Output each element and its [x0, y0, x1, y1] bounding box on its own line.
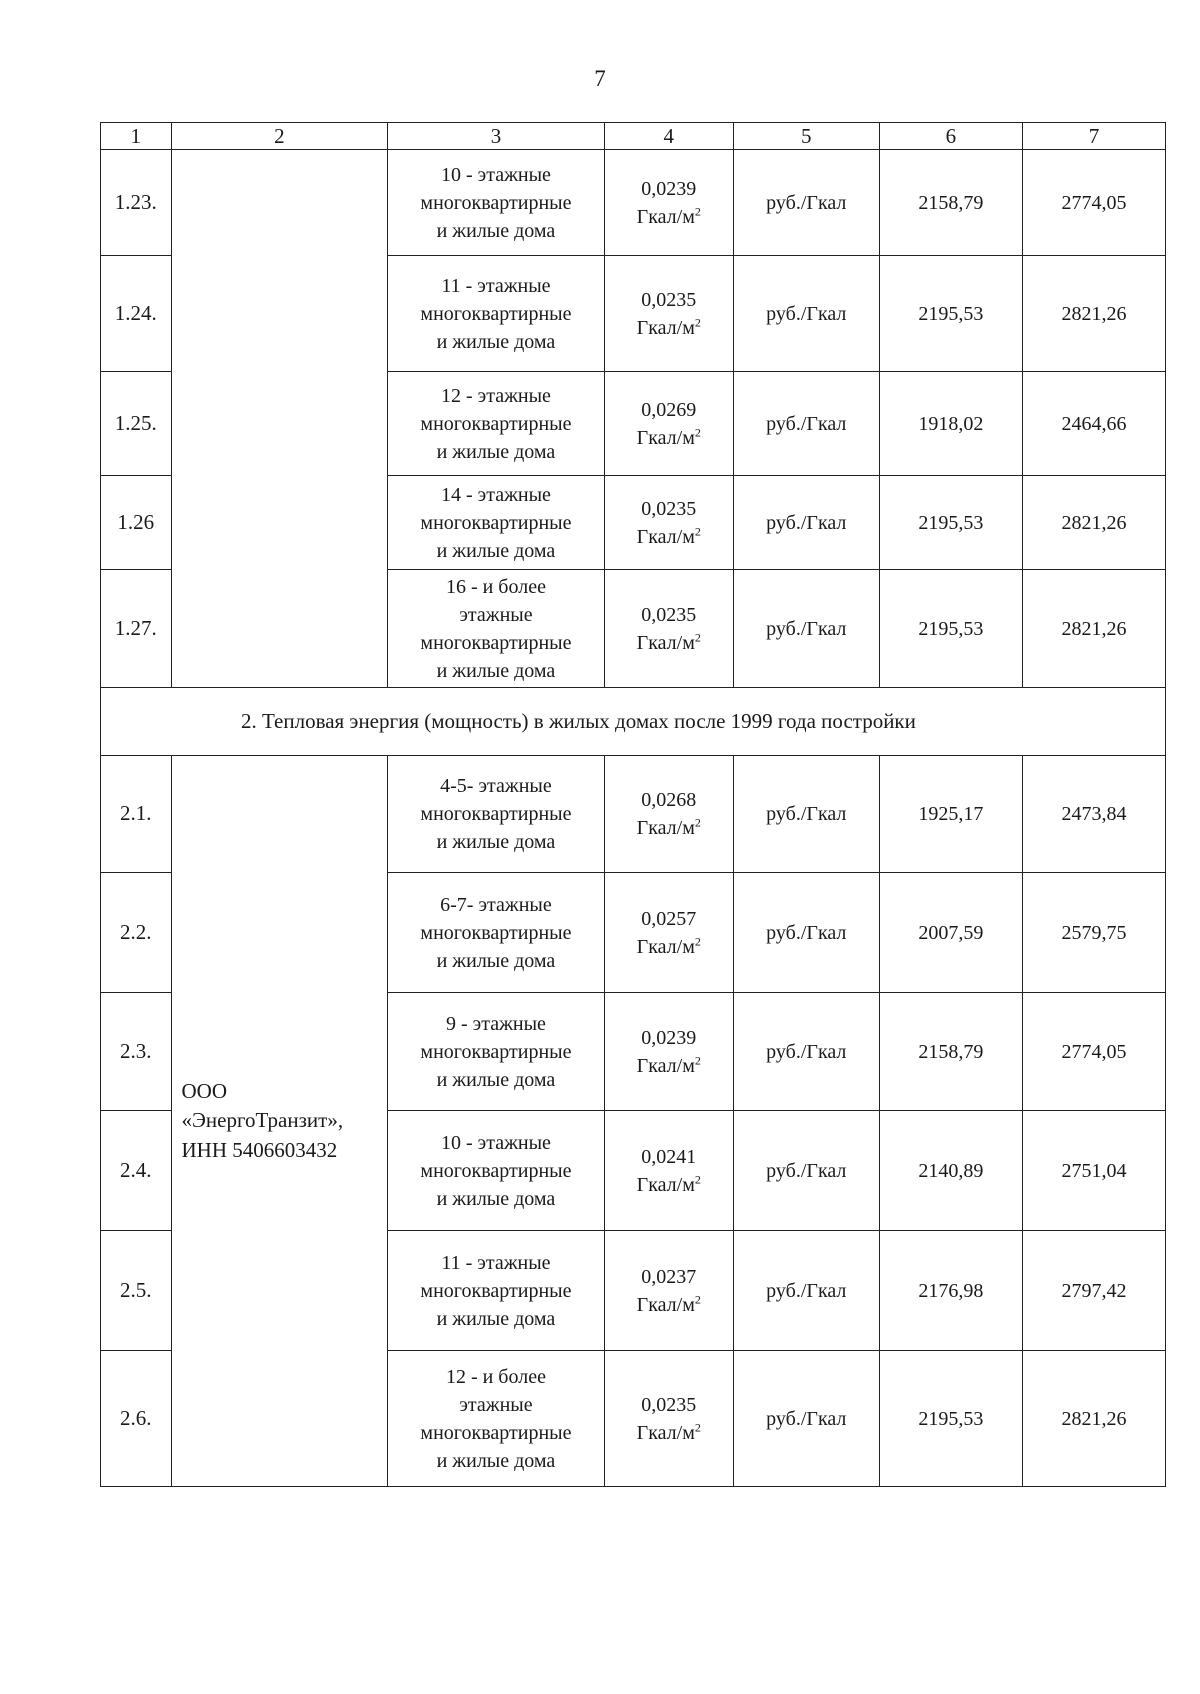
- tariff-value-col6: 2195,53: [879, 570, 1022, 688]
- building-type-line: многоквартирные: [420, 412, 572, 435]
- row-number: 1.24.: [101, 256, 172, 372]
- column-number: 1: [101, 123, 172, 150]
- organization-line: «ЭнергоТранзит»,: [181, 1108, 344, 1133]
- norm-unit: Гкал/м: [636, 525, 695, 548]
- norm-unit: Гкал/м: [636, 817, 695, 839]
- tariff-unit: руб./Гкал: [733, 1231, 879, 1351]
- norm-value: 0,0239: [641, 177, 697, 200]
- building-type-line: 12 - этажные: [440, 384, 551, 407]
- norm-value: 0,0257: [641, 907, 697, 930]
- tariff-value-col7: 2464,66: [1022, 372, 1165, 476]
- organization-line: ИНН 5406603432: [181, 1137, 338, 1162]
- square-superscript: 2: [694, 424, 701, 439]
- building-type: [388, 372, 605, 476]
- tariff-value-col7: 2473,84: [1022, 756, 1165, 873]
- norm-unit-wrapper: [609, 314, 729, 342]
- building-type-line: и жилые дома: [436, 539, 556, 562]
- building-type-line: и жилые дома: [436, 1068, 556, 1091]
- tariff-unit: руб./Гкал: [733, 756, 879, 873]
- tariff-value-col7: 2821,26: [1022, 570, 1165, 688]
- building-type: [388, 1231, 605, 1351]
- building-type: [388, 756, 605, 873]
- tariff-unit: руб./Гкал: [733, 256, 879, 372]
- building-type: [388, 1111, 605, 1231]
- column-number: 3: [388, 123, 605, 150]
- building-type-line: и жилые дома: [436, 440, 556, 463]
- building-type-line: 10 - этажные: [440, 163, 551, 186]
- building-type-line: многоквартирные: [420, 302, 572, 325]
- norm-value: 0,0235: [641, 1393, 697, 1416]
- building-type: [388, 476, 605, 570]
- building-type-line: и жилые дома: [436, 659, 556, 682]
- building-type-line: 10 - этажные: [440, 1131, 551, 1154]
- norm-unit-wrapper: [609, 1419, 729, 1447]
- square-superscript: 2: [694, 203, 701, 218]
- building-type: [388, 256, 605, 372]
- consumption-norm: [604, 1111, 733, 1231]
- table-row: [101, 756, 1166, 873]
- norm-unit-wrapper: [609, 814, 729, 842]
- norm-unit: Гкал/м: [636, 1173, 695, 1196]
- square-superscript: 2: [694, 314, 701, 329]
- section-2-rows: [101, 756, 1166, 1487]
- building-type-line: этажные: [459, 603, 533, 626]
- consumption-norm: [604, 873, 733, 993]
- norm-unit-wrapper: [609, 629, 729, 657]
- consumption-norm: [604, 1231, 733, 1351]
- building-type: [388, 150, 605, 256]
- column-number: 4: [604, 123, 733, 150]
- building-type-line: и жилые дома: [436, 1187, 556, 1210]
- norm-unit: Гкал/м: [636, 316, 695, 339]
- building-type-line: и жилые дома: [436, 330, 556, 353]
- tariff-value-col6: 2007,59: [879, 873, 1022, 993]
- building-type-line: и жилые дома: [436, 1307, 556, 1330]
- column-number: 2: [171, 123, 388, 150]
- column-number: 6: [879, 123, 1022, 150]
- building-type-line: многоквартирные: [420, 921, 572, 944]
- square-superscript: 2: [694, 1052, 701, 1067]
- tariff-unit: руб./Гкал: [733, 570, 879, 688]
- building-type-line: многоквартирные: [420, 631, 572, 654]
- row-number: 1.26: [101, 476, 172, 570]
- tariff-unit: руб./Гкал: [733, 372, 879, 476]
- tariff-value-col6: 2195,53: [879, 1351, 1022, 1487]
- norm-unit-wrapper: [609, 203, 729, 231]
- building-type-line: 11 - этажные: [441, 274, 551, 297]
- building-type-line: многоквартирные: [420, 511, 572, 534]
- norm-unit: Гкал/м: [636, 205, 695, 228]
- tariff-value-col6: 2140,89: [879, 1111, 1022, 1231]
- tariff-value-col7: 2821,26: [1022, 1351, 1165, 1487]
- tariff-unit: руб./Гкал: [733, 476, 879, 570]
- norm-value: 0,0237: [641, 1265, 697, 1288]
- section-2-title: 2. Тепловая энергия (мощность) в жилых домах после 1999 года постройки: [101, 688, 1166, 756]
- square-superscript: 2: [694, 1419, 701, 1434]
- row-number: 2.3.: [101, 993, 172, 1111]
- square-superscript: 2: [694, 629, 701, 644]
- square-superscript: 2: [694, 1171, 701, 1186]
- norm-unit: Гкал/м: [636, 426, 695, 449]
- consumption-norm: [604, 150, 733, 256]
- column-number-row: [101, 123, 1166, 150]
- square-superscript: 2: [694, 1291, 701, 1306]
- tariff-value-col6: 2176,98: [879, 1231, 1022, 1351]
- norm-unit: Гкал/м: [636, 935, 695, 958]
- square-superscript: 2: [694, 523, 701, 538]
- tariff-value-col7: 2821,26: [1022, 256, 1165, 372]
- building-type-line: 6-7- этажные: [440, 893, 552, 916]
- building-type-line: и жилые дома: [436, 219, 556, 242]
- building-type-line: 14 - этажные: [440, 483, 551, 506]
- consumption-norm: [604, 476, 733, 570]
- tariff-value-col6: 1925,17: [879, 756, 1022, 873]
- building-type-line: и жилые дома: [436, 949, 556, 972]
- row-number: 1.27.: [101, 570, 172, 688]
- norm-value: 0,0269: [641, 398, 697, 421]
- organization-cell: [171, 150, 388, 688]
- norm-unit-wrapper: [609, 523, 729, 551]
- page-number: 7: [594, 66, 606, 91]
- building-type-line: 9 - этажные: [445, 1012, 546, 1035]
- building-type-line: многоквартирные: [420, 1421, 572, 1444]
- building-type-line: 4-5- этажные: [440, 775, 552, 797]
- building-type-line: многоквартирные: [420, 803, 572, 825]
- building-type: [388, 993, 605, 1111]
- building-type: [388, 570, 605, 688]
- building-type: [388, 873, 605, 993]
- building-type: [388, 1351, 605, 1487]
- tariff-value-col7: 2821,26: [1022, 476, 1165, 570]
- organization-line: ООО: [181, 1078, 228, 1103]
- tariff-unit: руб./Гкал: [733, 150, 879, 256]
- tariff-value-col6: 2158,79: [879, 993, 1022, 1111]
- norm-unit-wrapper: [609, 1052, 729, 1080]
- section-2-header-row: [101, 688, 1166, 756]
- row-number: 2.4.: [101, 1111, 172, 1231]
- norm-unit: Гкал/м: [636, 1421, 695, 1444]
- row-number: 1.23.: [101, 150, 172, 256]
- building-type-line: этажные: [459, 1393, 533, 1416]
- tariff-value-col7: 2579,75: [1022, 873, 1165, 993]
- section-1-rows: [101, 150, 1166, 688]
- tariff-value-col7: 2751,04: [1022, 1111, 1165, 1231]
- tariff-table: [100, 122, 1166, 1487]
- consumption-norm: [604, 756, 733, 873]
- row-number: 1.25.: [101, 372, 172, 476]
- table-row: [101, 150, 1166, 256]
- tariff-value-col6: 2195,53: [879, 476, 1022, 570]
- norm-value: 0,0235: [641, 603, 697, 626]
- square-superscript: 2: [694, 933, 701, 948]
- building-type-line: и жилые дома: [436, 831, 556, 853]
- consumption-norm: [604, 1351, 733, 1487]
- building-type-line: 11 - этажные: [441, 1251, 551, 1274]
- column-number: 5: [733, 123, 879, 150]
- norm-unit: Гкал/м: [636, 631, 695, 654]
- building-type-line: 12 - и более: [445, 1365, 546, 1388]
- building-type-line: многоквартирные: [420, 1279, 572, 1302]
- tariff-unit: руб./Гкал: [733, 873, 879, 993]
- norm-unit: Гкал/м: [636, 1293, 695, 1316]
- building-type-line: 16 - и более: [445, 575, 546, 598]
- tariff-value-col6: 2195,53: [879, 256, 1022, 372]
- consumption-norm: [604, 372, 733, 476]
- norm-value: 0,0268: [641, 789, 697, 811]
- tariff-value-col7: 2774,05: [1022, 150, 1165, 256]
- consumption-norm: [604, 993, 733, 1111]
- organization-cell: [171, 756, 388, 1487]
- column-number: 7: [1022, 123, 1165, 150]
- norm-unit-wrapper: [609, 1171, 729, 1199]
- square-superscript: 2: [694, 815, 701, 830]
- building-type-line: многоквартирные: [420, 1040, 572, 1063]
- consumption-norm: [604, 570, 733, 688]
- norm-unit: Гкал/м: [636, 1054, 695, 1077]
- norm-unit-wrapper: [609, 1291, 729, 1319]
- norm-value: 0,0241: [641, 1145, 697, 1168]
- tariff-value-col7: 2774,05: [1022, 993, 1165, 1111]
- tariff-value-col6: 1918,02: [879, 372, 1022, 476]
- tariff-unit: руб./Гкал: [733, 1111, 879, 1231]
- norm-value: 0,0239: [641, 1026, 697, 1049]
- row-number: 2.2.: [101, 873, 172, 993]
- norm-value: 0,0235: [641, 497, 697, 520]
- norm-unit-wrapper: [609, 933, 729, 961]
- tariff-value-col6: 2158,79: [879, 150, 1022, 256]
- row-number: 2.5.: [101, 1231, 172, 1351]
- norm-value: 0,0235: [641, 288, 697, 311]
- tariff-unit: руб./Гкал: [733, 1351, 879, 1487]
- building-type-line: многоквартирные: [420, 1159, 572, 1182]
- row-number: 2.1.: [101, 756, 172, 873]
- building-type-line: многоквартирные: [420, 191, 572, 214]
- row-number: 2.6.: [101, 1351, 172, 1487]
- building-type-line: и жилые дома: [436, 1449, 556, 1472]
- consumption-norm: [604, 256, 733, 372]
- norm-unit-wrapper: [609, 424, 729, 452]
- tariff-value-col7: 2797,42: [1022, 1231, 1165, 1351]
- tariff-unit: руб./Гкал: [733, 993, 879, 1111]
